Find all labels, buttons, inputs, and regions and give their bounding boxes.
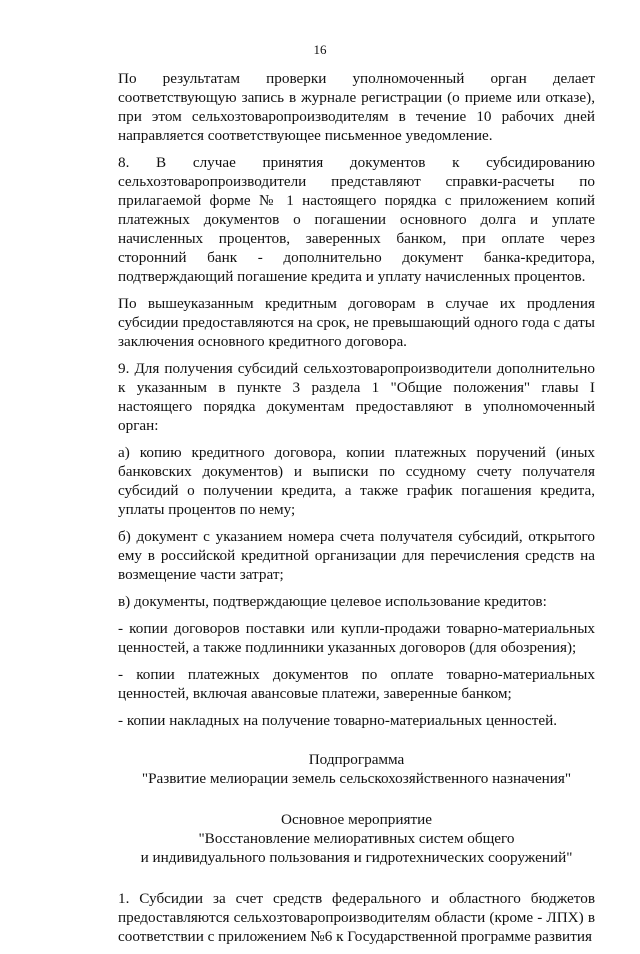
paragraph-dash-invoices: - копии накладных на получение товарно-материальных ценностей. <box>118 712 558 729</box>
paragraph-verification-result: По результатам проверки уполномоченный орган делает соответствующую запись в журнале регистрации (о приеме или отказе), при этом сельхозтоваропроизводителям в течение 10 рабочих дней направляется соответствующее письменное уведомление. <box>118 70 595 144</box>
document-body <box>118 69 595 954</box>
page-number: 16 <box>313 42 327 57</box>
main-event-title-line1: "Восстановление мелиоративных систем общего <box>198 830 515 847</box>
paragraph-loan-extension: По вышеуказанным кредитным договорам в случае их продления субсидии предоставляются на срок, не превышающий одного года с даты заключения основного кредитного договора. <box>118 295 595 350</box>
paragraph-item-8: 8. В случае принятия документов к субсидированию сельхозтоваропроизводители представляют справки-расчеты по прилагаемой форме № 1 настоящего порядка с приложением копий платежных документов о погашении основного долга и уплате начисленных процентов, заверенных банком, при оплате через сторонний банк - дополнительно документ банка-кредитора, подтверждающий погашение кредита и уплату начисленных процентов. <box>118 154 595 285</box>
subprogram-heading: Подпрограмма <box>308 751 405 768</box>
main-event-block <box>118 810 595 867</box>
main-event-title-line2: и индивидуального пользования и гидротехнических сооружений" <box>140 849 573 866</box>
paragraph-dash-payments: - копии платежных документов по оплате товарно-материальных ценностей, включая авансовые платежи, заверенные банком; <box>118 666 595 702</box>
paragraph-item-9: 9. Для получения субсидий сельхозтоваропроизводители дополнительно к указанным в пункте 3 раздела 1 "Общие положения" главы I настоящего порядка документам предоставляют в уполномоченный орган: <box>118 360 595 434</box>
paragraph-dash-contracts: - копии договоров поставки или купли-продажи товарно-материальных ценностей, а также подлинники указанных договоров (для обозрения); <box>118 620 595 656</box>
subprogram-title: "Развитие мелиорации земель сельскохозяйственного назначения" <box>141 770 572 787</box>
main-event-heading: Основное мероприятие <box>281 811 432 828</box>
subprogram-block <box>118 750 595 788</box>
paragraph-item-b: б) документ с указанием номера счета получателя субсидий, открытого ему в российской кредитной организации для перечисления средств на возмещение части затрат; <box>118 528 595 583</box>
paragraph-subsidies-1: 1. Субсидии за счет средств федерального и областного бюджетов предоставляются сельхозтоваропроизводителям области (кроме - ЛПХ) в соответствии с приложением №6 к Государственной программе развития <box>118 890 595 945</box>
paragraph-item-v: в) документы, подтверждающие целевое использование кредитов: <box>118 593 547 610</box>
paragraph-item-a: а) копию кредитного договора, копии платежных поручений (иных банковских документов) и выписки по ссудному счету получателя субсидий о получении кредита, а также график погашения кредита, уплаты процентов по нему; <box>118 444 595 518</box>
